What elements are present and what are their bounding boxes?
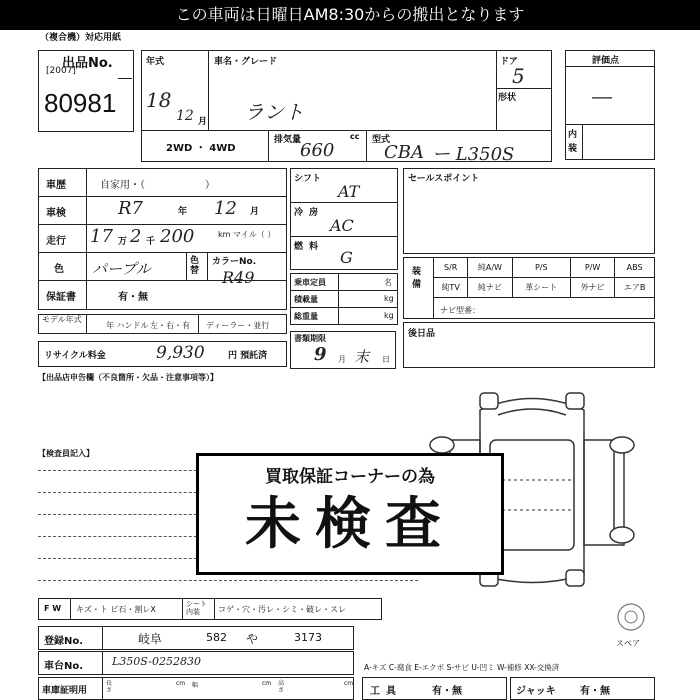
doors-value: 5 xyxy=(512,64,525,88)
mileage-unit: km マイル（ ） xyxy=(218,230,276,239)
history-value: 自家用・（ ） xyxy=(100,180,215,191)
registration-number: 3173 xyxy=(294,631,322,644)
equip-leather: 革シート xyxy=(512,278,570,298)
load-unit: kg xyxy=(384,294,394,303)
mileage-hyaku: 200 xyxy=(160,226,195,247)
equip-navi: 純ナビ xyxy=(468,278,512,298)
load-label: 積載量 xyxy=(294,295,318,304)
aircon-label: 冷房 xyxy=(294,208,325,218)
mileage-man-unit: 万 xyxy=(118,237,128,247)
expiry-label: 書類期限 xyxy=(294,334,326,343)
registration-region: 岐阜 xyxy=(138,632,163,646)
recycle-value: 9,930 xyxy=(156,343,205,363)
mileage-sen-unit: 千 xyxy=(146,237,156,247)
warranty-label: 保証書 xyxy=(46,292,76,303)
shift-label: シフト xyxy=(294,174,322,184)
inspection-label: 車検 xyxy=(46,208,66,219)
rating-value: ― xyxy=(592,84,612,108)
model-code-label: 型式 xyxy=(372,135,391,145)
shape-label: 形状 xyxy=(498,93,517,103)
capacity-unit: 名 xyxy=(384,278,392,287)
fuel-value: G xyxy=(340,248,353,267)
mileage-man: 17 xyxy=(90,226,113,247)
inspection-era: R7 xyxy=(118,198,144,219)
chassis-value: L350S-0252830 xyxy=(112,655,201,668)
mileage-label: 走行 xyxy=(46,236,66,247)
doors-label: ドア xyxy=(500,57,518,67)
header-note: （複合機）対応用紙 xyxy=(40,33,122,43)
year-month-unit: 月 xyxy=(198,117,208,127)
top-banner: この車両は日曜日AM8:30からの搬出となります xyxy=(0,0,700,30)
cert-label: 車庫証明用 xyxy=(42,686,88,696)
year-month: 12 xyxy=(176,108,194,124)
cert-height-unit: cm xyxy=(344,680,354,687)
cert-height: 高さ xyxy=(278,680,285,694)
later-label: 後日品 xyxy=(408,329,436,339)
seller-notes-label: 【出品店申告欄（不良箇所・欠品・注意事項等）】 xyxy=(38,373,218,382)
recycle-unit: 円 預託済 xyxy=(228,351,268,361)
year-label: 年式 xyxy=(146,57,165,67)
expiry-month-unit: 月 xyxy=(338,355,346,364)
equipment-label: 装備 xyxy=(412,267,422,290)
fw-label: F W xyxy=(44,604,62,613)
equip-ps: P/S xyxy=(512,258,570,278)
registration-class: 582 xyxy=(206,631,227,644)
year-value: 18 xyxy=(146,88,172,112)
inspection-month: 12 xyxy=(214,198,237,219)
sales-point-label: セールスポイント xyxy=(408,174,480,184)
chassis-label: 車台No. xyxy=(44,661,84,672)
seat-label: シート 内装 xyxy=(186,600,207,616)
fw-value: キズ・ト ビ石・割レX xyxy=(76,605,156,614)
inspection-year-unit: 年 xyxy=(178,207,188,217)
inspector-notes-label: 【検査員記入】 xyxy=(38,449,94,458)
displacement-label: 排気量 xyxy=(274,135,302,145)
lot-label: 出品No. xyxy=(62,56,113,71)
navi-model-label: ナビ型番： xyxy=(440,306,480,315)
cert-width-unit: cm xyxy=(262,680,272,687)
uninspected-stamp xyxy=(196,453,504,575)
equip-aw: 純A/W xyxy=(468,258,512,278)
model-label: 車名・グレード xyxy=(214,57,278,67)
equip-abs: ABS xyxy=(615,258,655,278)
rating-label: 評価点 xyxy=(592,56,620,66)
interior-label: 内装 xyxy=(568,130,578,154)
capacity-label: 乗車定員 xyxy=(294,278,326,287)
color-value: パープル xyxy=(92,260,151,278)
model-year-label: モデル年式 xyxy=(42,315,82,324)
recycle-label: リサイクル料金 xyxy=(44,351,106,361)
color-code: R49 xyxy=(222,268,255,287)
color-change-label: 色替 xyxy=(190,256,200,276)
expiry-end: 末 xyxy=(354,348,370,366)
equipment-grid xyxy=(433,257,655,298)
equip-sr: S/R xyxy=(434,258,468,278)
drive-select: 2WD ・ 4WD xyxy=(166,143,236,154)
model-code-prefix: CBA xyxy=(384,142,424,163)
lot-number: 80981 xyxy=(44,88,117,118)
displacement-value: 660 xyxy=(300,140,335,161)
expiry-day-unit: 日 xyxy=(382,355,390,364)
spare-tire-icon xyxy=(616,602,646,632)
registration-label: 登録No. xyxy=(44,636,84,647)
stamp-main-text: 未検査 xyxy=(245,492,455,557)
model-value: ラント xyxy=(244,100,304,124)
history-label: 車歴 xyxy=(46,180,66,191)
later-box xyxy=(403,322,655,368)
gross-label: 総重量 xyxy=(294,312,318,321)
fuel-label: 燃料 xyxy=(294,242,325,252)
equip-airbag: エアB xyxy=(615,278,655,298)
spare-label: スペア xyxy=(616,639,640,648)
cert-width: 幅 xyxy=(192,682,199,689)
color-code-label: カラーNo. xyxy=(212,257,257,267)
equip-ext-navi: 外ナビ xyxy=(570,278,614,298)
jack-value: 有・無 xyxy=(580,686,610,697)
seat-value: コゲ・穴・汚レ・シミ・破レ・スレ xyxy=(218,605,346,614)
gross-unit: kg xyxy=(384,311,394,320)
handle-label: 年 ハンドル xyxy=(106,321,149,330)
expiry-value: 9 xyxy=(314,344,327,365)
dealer-value: ディーラー・並行 xyxy=(206,321,270,330)
aircon-value: AC xyxy=(330,216,354,235)
tools-value: 有・無 xyxy=(432,686,462,697)
equip-pw: P/W xyxy=(570,258,614,278)
inspection-month-unit: 月 xyxy=(250,207,260,217)
handle-value: 左・右・有 xyxy=(150,321,190,330)
registration-kana: や xyxy=(246,632,259,646)
shift-value: AT xyxy=(338,182,360,201)
cert-length: 長さ xyxy=(106,680,113,694)
cert-length-unit: cm xyxy=(176,680,186,687)
stamp-top-text: 買取保証コーナーの為 xyxy=(265,467,435,487)
color-label: 色 xyxy=(54,264,64,275)
displacement-unit: cc xyxy=(350,132,360,141)
model-code-value: ー L350S xyxy=(432,144,515,165)
mileage-sen: 2 xyxy=(130,226,142,247)
tools-label: 工具 xyxy=(370,686,402,697)
warranty-value: 有・無 xyxy=(118,292,148,303)
jack-label: ジャッキ xyxy=(516,686,556,697)
lot-year-tag: [2007] xyxy=(46,66,76,76)
damage-legend: A-キズ C-腐食 E-エクボ S-サビ U-凹ミ W-補修 XX-交換済 xyxy=(364,663,560,672)
equip-tv: 純TV xyxy=(434,278,468,298)
